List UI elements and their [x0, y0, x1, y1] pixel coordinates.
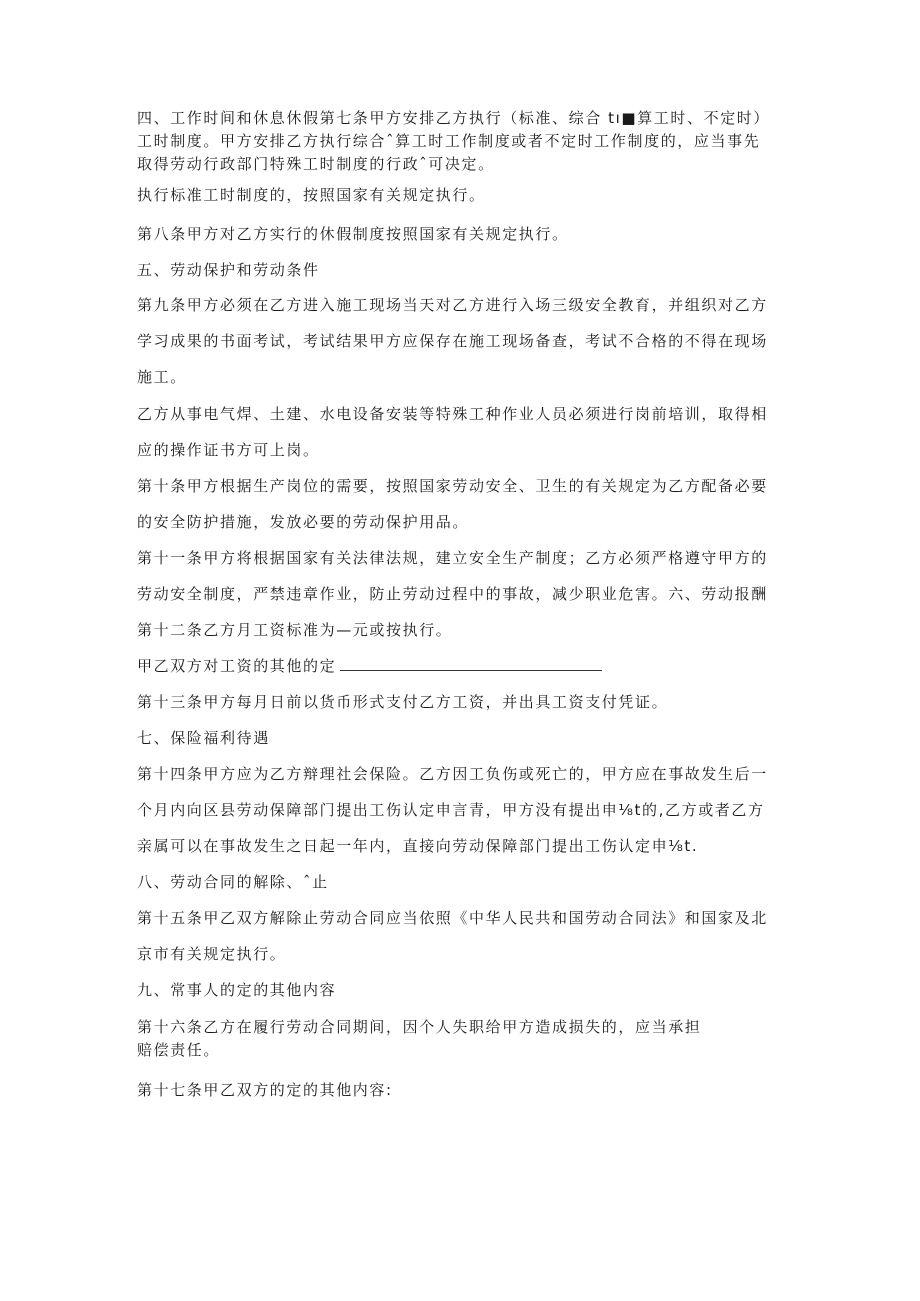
text-line: 四、工作时间和休息休假第七条甲方安排乙方执行（标准、综合 tı■算工时、不定时）: [137, 109, 770, 127]
section-heading: 五、劳动保护和劳动条件: [137, 261, 320, 279]
text-line: 的安全防护措施，发放必要的劳动保护用品。: [137, 513, 470, 531]
text-line: 第九条甲方必须在乙方进入施工现场当天对乙方进行入场三级安全教育，并组织对乙方: [137, 296, 768, 314]
text-line: 第十二条乙方月工资标准为—元或按执行。: [137, 621, 453, 639]
text-line: 学习成果的书面考试，考试结果甲方应保存在施工现场备查，考试不合格的不得在现场: [137, 332, 768, 350]
text-line: 赔偿责任。: [137, 1041, 221, 1059]
text-line: 第十四条甲方应为乙方辩理社会保险。乙方因工负伤或死亡的，甲方应在事故发生后一: [137, 765, 768, 783]
text-line: 个月内向区县劳动保障部门提出工伤认定申言青，甲方没有提出申⅛t的,乙方或者乙方: [137, 801, 765, 819]
text-line: 京市有关规定执行。: [137, 945, 287, 963]
fill-in-blank: [340, 656, 602, 671]
section-heading: 七、保险福利待遇: [137, 729, 270, 747]
text-line: 第十六条乙方在履行劳动合同期间，因个人失职给甲方造成损失的，应当承担: [137, 1018, 702, 1036]
text-line: 工时制度。甲方安排乙方执行综合ˆ算工时工作制度或者不定时工作制度的，应当事先: [137, 132, 761, 150]
text-line: 第十五条甲乙双方解除止劳动合同应当依照《中华人民共和国劳动合同法》和国家及北: [137, 909, 768, 927]
text-line: 甲乙双方对工资的其他的定: [137, 657, 337, 675]
text-line: 第十一条甲方将根据国家有关法律法规，建立安全生产制度；乙方必须严格遵守甲方的: [137, 549, 768, 567]
text-line: 应的操作证书方可上岗。: [137, 441, 320, 459]
text-line: 取得劳动行政部门特殊工时制度的行政ˆ可决定。: [137, 155, 495, 173]
section-heading: 八、劳动合同的解除、ˆ止: [137, 873, 329, 891]
text-line: 第十三条甲方每月日前以货币形式支付乙方工资，并出具工资支付凭证。: [137, 693, 669, 711]
text-line: 执行标准工时制度的，按照国家有关规定执行。: [137, 186, 486, 204]
text-line: 劳动安全制度，严禁违章作业，防止劳动过程中的事故，减少职业危害。六、劳动报酬: [137, 585, 768, 603]
section-heading: 九、常事人的定的其他内容: [137, 981, 337, 999]
text-line: 亲属可以在事故发生之日起一年内，直接向劳动保障部门提出工伤认定申⅛t.: [137, 837, 699, 855]
text-line: 施工。: [137, 368, 187, 386]
text-line: 第十条甲方根据生产岗位的需要，按照国家劳动安全、卫生的有关规定为乙方配备必要: [137, 477, 768, 495]
text-line: 第八条甲方对乙方实行的休假制度按照国家有关规定执行。: [137, 225, 569, 243]
text-line: 第十七条甲乙双方的定的其他内容:: [137, 1081, 393, 1099]
wage-agreement-line: [137, 656, 602, 676]
text-line: 乙方从事电气焊、土建、水电设备安装等特殊工种作业人员必须进行岗前培训，取得相: [137, 405, 768, 423]
